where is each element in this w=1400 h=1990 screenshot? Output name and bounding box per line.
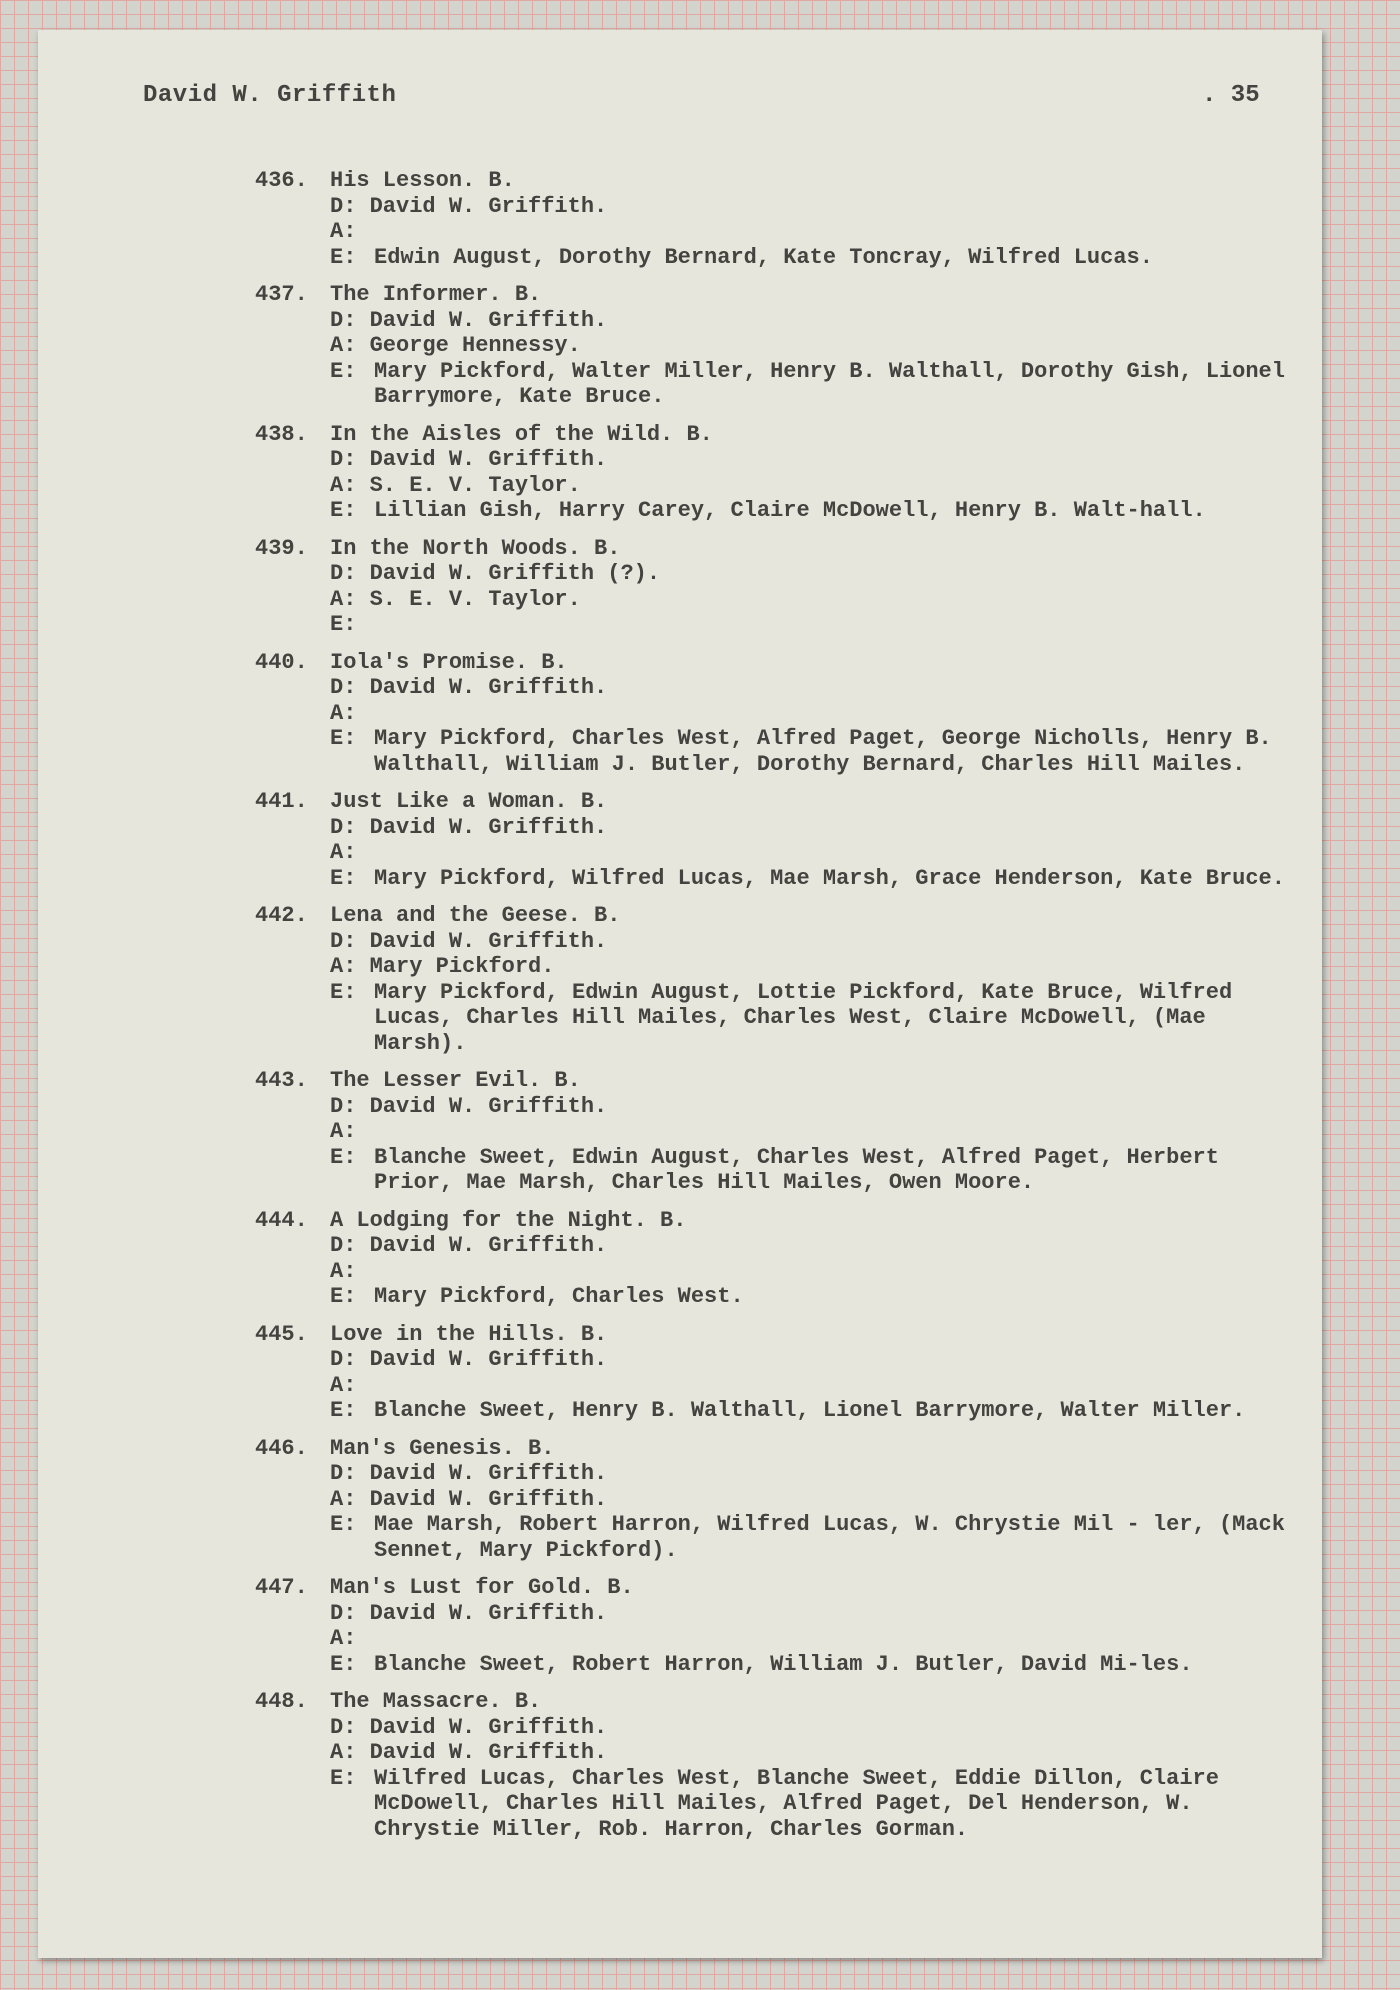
author-line: A: S. E. V. Taylor. — [330, 472, 581, 498]
page-number: . 35 — [1202, 82, 1260, 109]
entry-number: 441. — [255, 789, 308, 814]
entry-number: 438. — [255, 421, 308, 447]
entry-number: 445. — [255, 1321, 308, 1347]
film-entry — [255, 168, 1305, 270]
film-entry — [255, 536, 1305, 638]
cast-names: Mary Pickford, Walter Miller, Henry B. Walthall, Dorothy Gish, Lionel Barrymore, Kate Bruce. — [374, 358, 1285, 409]
film-entry — [255, 1436, 1305, 1564]
cast-prefix: E: — [330, 1144, 357, 1170]
entry-number: 442. — [255, 903, 308, 928]
director-line: D: David W. Griffith. — [330, 1093, 608, 1119]
document-page — [38, 30, 1322, 1958]
film-title: His Lesson. B. — [330, 168, 515, 193]
cast-prefix: E: — [330, 865, 357, 891]
film-entry — [255, 903, 1305, 1056]
author-line: A: — [330, 1258, 357, 1284]
director-line: D: David W. Griffith. — [330, 814, 608, 840]
film-entry — [255, 282, 1305, 410]
cast-prefix: E: — [330, 979, 357, 1005]
director-line: D: David W. Griffith. — [330, 447, 608, 472]
cast-names: Blanche Sweet, Robert Harron, William J. Butler, David Mi-les. — [374, 1651, 1193, 1677]
film-title: In the North Woods. B. — [330, 535, 621, 561]
cast-line — [330, 1652, 1305, 1678]
entry-number: 439. — [255, 535, 308, 561]
cast-prefix: E: — [330, 1284, 357, 1309]
cast-line — [330, 1766, 1305, 1843]
entry-number: 443. — [255, 1068, 308, 1093]
entry-number: 446. — [255, 1435, 308, 1461]
film-title: The Massacre. B. — [330, 1689, 542, 1714]
entry-number: 447. — [255, 1575, 308, 1600]
film-entry — [255, 1689, 1305, 1842]
director-line: D: David W. Griffith. — [330, 307, 608, 333]
author-line: A: George Hennessy. — [330, 333, 581, 358]
film-entry — [255, 1322, 1305, 1424]
author-line: A: David W. Griffith. — [330, 1486, 608, 1512]
cast-names: Lillian Gish, Harry Carey, Claire McDowell, Henry B. Walt-hall. — [374, 498, 1206, 523]
director-line: D: David W. Griffith. — [330, 1347, 608, 1372]
film-entry — [255, 789, 1305, 891]
entry-number: 437. — [255, 282, 308, 307]
film-title: Iola's Promise. B. — [330, 649, 568, 675]
film-title: Love in the Hills. B. — [330, 1321, 608, 1347]
cast-prefix: E: — [330, 1398, 357, 1423]
author-line: A: David W. Griffith. — [330, 1740, 608, 1765]
film-title: Lena and the Geese. B. — [330, 903, 621, 928]
cast-prefix: E: — [330, 612, 357, 637]
director-line: D: David W. Griffith. — [330, 1233, 608, 1258]
cast-line — [330, 1145, 1305, 1196]
entry-number: 448. — [255, 1689, 308, 1714]
cast-prefix: E: — [330, 498, 357, 523]
author-line: A: — [330, 1626, 357, 1651]
entry-number: 436. — [255, 168, 308, 193]
film-title: The Lesser Evil. B. — [330, 1068, 581, 1093]
cast-names: Mary Pickford, Charles West. — [374, 1284, 744, 1309]
author-line: A: Mary Pickford. — [330, 954, 555, 979]
director-line: D: David W. Griffith. — [330, 1714, 608, 1740]
director-line: D: David W. Griffith. — [330, 1461, 608, 1486]
filmography-list — [255, 168, 1305, 1854]
cast-line — [330, 726, 1305, 777]
cast-names: Edwin August, Dorothy Bernard, Kate Toncray, Wilfred Lucas. — [374, 244, 1153, 270]
cast-line — [330, 498, 1305, 524]
director-line: D: David W. Griffith. — [330, 193, 608, 219]
film-entry — [255, 422, 1305, 524]
cast-names: Blanche Sweet, Henry B. Walthall, Lionel Barrymore, Walter Miller. — [374, 1398, 1246, 1423]
film-entry — [255, 650, 1305, 778]
author-line: A: — [330, 1372, 357, 1398]
cast-line — [330, 359, 1305, 410]
cast-prefix: E: — [330, 1651, 357, 1677]
film-title: In the Aisles of the Wild. B. — [330, 421, 713, 447]
cast-names: Wilfred Lucas, Charles West, Blanche Sweet, Eddie Dillon, Claire McDowell, Charles Hill Mailes, Alfred Paget, Del Henderson, W. Chrystie Miller, Rob. Harron, Charles Gorman. — [374, 1765, 1219, 1842]
film-title: The Informer. B. — [330, 282, 542, 307]
entry-number: 444. — [255, 1207, 308, 1233]
film-title: Just Like a Woman. B. — [330, 789, 608, 814]
author-line: A: S. E. V. Taylor. — [330, 586, 581, 612]
film-entry — [255, 1575, 1305, 1677]
director-line: D: David W. Griffith. — [330, 1600, 608, 1626]
cast-line — [330, 1398, 1305, 1424]
film-title: Man's Genesis. B. — [330, 1435, 555, 1461]
cast-prefix: E: — [330, 1765, 357, 1791]
cast-line — [330, 1284, 1305, 1310]
cast-names: Mae Marsh, Robert Harron, Wilfred Lucas, W. Chrystie Mil - ler, (Mack Sennet, Mary Pickford). — [374, 1512, 1285, 1563]
director-line: D: David W. Griffith. — [330, 928, 608, 954]
cast-line — [330, 866, 1305, 892]
film-entry — [255, 1068, 1305, 1196]
author-line: A: — [330, 700, 357, 726]
cast-names: Blanche Sweet, Edwin August, Charles West, Alfred Paget, Herbert Prior, Mae Marsh, Charles Hill Mailes, Owen Moore. — [374, 1144, 1219, 1195]
film-title: A Lodging for the Night. B. — [330, 1207, 687, 1233]
author-line: A: — [330, 219, 357, 244]
header-author: David W. Griffith — [143, 82, 397, 109]
cast-prefix: E: — [330, 1512, 357, 1537]
film-entry — [255, 1208, 1305, 1310]
cast-prefix: E: — [330, 726, 357, 751]
cast-names: Mary Pickford, Edwin August, Lottie Pickford, Kate Bruce, Wilfred Lucas, Charles Hill Mailes, Charles West, Claire McDowell, (Mae Marsh). — [374, 979, 1233, 1056]
cast-names: Mary Pickford, Charles West, Alfred Paget, George Nicholls, Henry B. Walthall, William J. Butler, Dorothy Bernard, Charles Hill Mailes. — [374, 726, 1272, 777]
cast-line — [330, 245, 1305, 271]
cast-line — [330, 612, 1305, 638]
cast-names: Mary Pickford, Wilfred Lucas, Mae Marsh, Grace Henderson, Kate Bruce. — [374, 865, 1285, 891]
cast-line — [330, 980, 1305, 1057]
director-line: D: David W. Griffith (?). — [330, 561, 661, 586]
cast-prefix: E: — [330, 358, 357, 384]
cast-line — [330, 1512, 1305, 1563]
cast-prefix: E: — [330, 244, 357, 270]
author-line: A: — [330, 1119, 357, 1144]
film-title: Man's Lust for Gold. B. — [330, 1575, 634, 1600]
author-line: A: — [330, 840, 357, 865]
director-line: D: David W. Griffith. — [330, 675, 608, 700]
entry-number: 440. — [255, 649, 308, 675]
